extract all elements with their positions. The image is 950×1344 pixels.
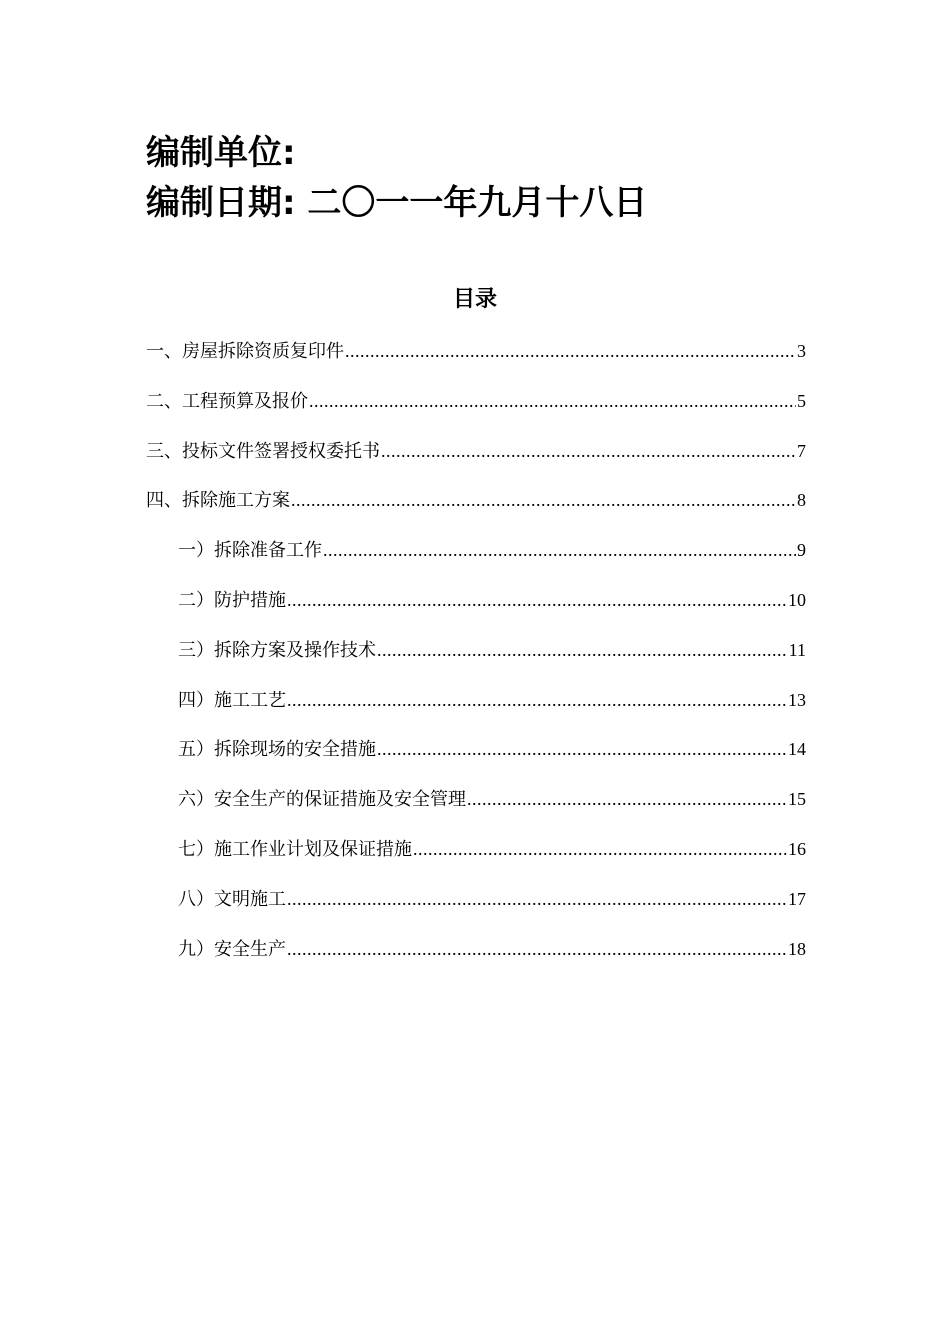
toc-entry-label: 九）安全生产 — [178, 938, 286, 960]
toc-leader-dots — [377, 734, 787, 764]
toc-entry-label: 一）拆除准备工作 — [178, 540, 322, 562]
toc-entry[interactable] — [146, 485, 806, 535]
toc-subentry[interactable] — [146, 784, 806, 834]
toc-subentry[interactable] — [146, 884, 806, 934]
toc-leader-dots — [291, 485, 796, 515]
toc-entry-label: 一、房屋拆除资质复印件 — [146, 341, 344, 362]
toc-leader-dots — [345, 336, 796, 366]
toc-subentry[interactable] — [146, 635, 806, 685]
toc-leader-dots — [287, 585, 787, 615]
toc-leader-dots — [413, 834, 787, 864]
toc-leader-dots — [381, 436, 796, 466]
toc-entry[interactable] — [146, 336, 806, 386]
toc-leader-dots — [309, 386, 796, 416]
toc-entry-page: 8 — [797, 490, 806, 511]
toc-subentry[interactable] — [146, 535, 806, 585]
toc-entry-label: 六）安全生产的保证措施及安全管理 — [178, 789, 466, 811]
toc-entry-page: 11 — [788, 639, 806, 660]
toc-entry-page: 7 — [797, 440, 806, 461]
toc-entry-page: 15 — [788, 789, 806, 810]
compiling-date-label: 编制日期: 二〇一一年九月十八日 — [146, 183, 648, 223]
toc-entry-label: 三）拆除方案及操作技术 — [178, 639, 376, 661]
toc-entry-page: 9 — [797, 540, 806, 561]
toc-leader-dots — [323, 535, 796, 565]
toc-entry-label: 五）拆除现场的安全措施 — [178, 739, 376, 761]
compiling-unit-label: 编制单位: — [146, 133, 296, 173]
toc-entry-page: 5 — [797, 390, 806, 411]
toc-entry-label: 四、拆除施工方案 — [146, 490, 290, 512]
toc-entry-page: 3 — [797, 341, 806, 361]
toc-subentry[interactable] — [146, 934, 806, 984]
toc-entry[interactable] — [146, 386, 806, 436]
toc-leader-dots — [287, 934, 787, 964]
toc-title: 目录 — [452, 286, 497, 312]
toc-entry-page: 18 — [788, 938, 806, 959]
toc-entry-page: 14 — [788, 739, 806, 760]
toc-entry-label: 四）施工工艺 — [178, 689, 286, 711]
toc-entry[interactable] — [146, 436, 806, 486]
toc-leader-dots — [287, 884, 787, 914]
toc-subentry[interactable] — [146, 685, 806, 735]
toc-subentry[interactable] — [146, 834, 806, 884]
toc-entry-page: 17 — [788, 888, 806, 909]
toc-entry-page: 16 — [788, 838, 806, 859]
toc-entry-page: 10 — [788, 589, 806, 610]
toc-leader-dots — [467, 784, 787, 814]
toc-entry-page: 13 — [788, 689, 806, 710]
toc-entry-label: 二、工程预算及报价 — [146, 390, 308, 412]
toc-entry-label: 七）施工作业计划及保证措施 — [178, 838, 412, 860]
toc-entry-label: 三、投标文件签署授权委托书 — [146, 440, 380, 462]
toc-subentry[interactable] — [146, 585, 806, 635]
table-of-contents — [146, 336, 806, 983]
toc-subentry[interactable] — [146, 734, 806, 784]
toc-leader-dots — [287, 685, 787, 715]
toc-entry-label: 二）防护措施 — [178, 589, 286, 611]
toc-entry-label: 八）文明施工 — [178, 888, 286, 910]
toc-leader-dots — [377, 635, 788, 665]
